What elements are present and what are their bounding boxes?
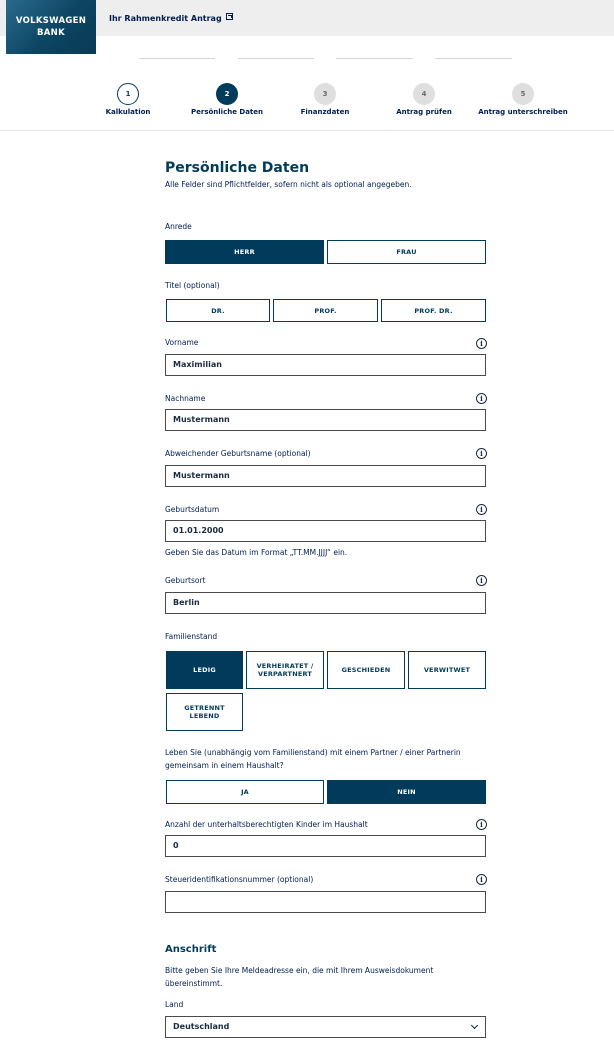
anrede-frau-button[interactable]: FRAU <box>327 240 486 264</box>
steuer-id-label: Steueridentifikationsnummer (optional) <box>165 875 314 884</box>
land-label: Land <box>165 1000 184 1009</box>
geburtsname-input[interactable]: Mustermann <box>165 465 486 487</box>
step-connector <box>238 58 314 59</box>
step-5-label: Antrag unterschreiben <box>478 108 568 116</box>
info-icon[interactable]: i <box>476 338 487 349</box>
nachname-input[interactable]: Mustermann <box>165 409 486 431</box>
geburtsdatum-hint: Geben Sie das Datum im Format „TT.MM.JJJJ“ ein. <box>165 548 348 557</box>
info-icon[interactable]: i <box>476 448 487 459</box>
anrede-herr-button[interactable]: HERR <box>165 240 324 264</box>
vorname-label: Vorname <box>165 338 199 347</box>
anschrift-description-line-1: Bitte geben Sie Ihre Meldeadresse ein, die mit Ihrem Ausweisdokument <box>165 966 434 975</box>
titel-label: Titel (optional) <box>165 281 220 290</box>
step-2-circle: 2 <box>216 83 238 105</box>
steuer-id-input[interactable] <box>165 891 486 913</box>
application-title[interactable] <box>109 14 233 23</box>
titel-prof-button[interactable]: PROF. <box>273 299 378 322</box>
geburtsdatum-label: Geburtsdatum <box>165 505 220 514</box>
titel-dr-button[interactable]: DR. <box>166 299 270 322</box>
geburtsort-input[interactable]: Berlin <box>165 592 486 614</box>
familienstand-getrennt-button[interactable]: GETRENNT LEBEND <box>166 693 243 731</box>
familienstand-label: Familienstand <box>165 632 218 641</box>
page-title: Persönliche Daten <box>165 160 310 176</box>
anschrift-description-line-2: übereinstimmt. <box>165 979 223 988</box>
step-4-circle: 4 <box>413 83 435 105</box>
partner-question-line-2: gemeinsam in einem Haushalt? <box>165 761 284 770</box>
land-select[interactable] <box>165 1016 486 1038</box>
geburtsdatum-input[interactable]: 01.01.2000 <box>165 520 486 542</box>
step-4-label: Antrag prüfen <box>396 108 452 116</box>
info-icon[interactable]: i <box>476 393 487 404</box>
step-connector <box>336 58 413 59</box>
familienstand-ledig-button[interactable]: LEDIG <box>166 651 243 689</box>
external-link-icon <box>226 13 233 20</box>
geburtsort-label: Geburtsort <box>165 576 206 585</box>
info-icon[interactable]: i <box>476 504 487 515</box>
anschrift-description <box>165 964 485 990</box>
anrede-label: Anrede <box>165 222 192 231</box>
partner-ja-button[interactable]: JA <box>166 780 324 804</box>
step-1-label[interactable]: Kalkulation <box>105 108 151 116</box>
step-connector <box>435 58 512 59</box>
land-select-value: Deutschland <box>173 1022 230 1031</box>
logo-line-1: VOLKSWAGEN <box>15 16 87 26</box>
partner-nein-button[interactable]: NEIN <box>327 780 486 804</box>
step-2-label: Persönliche Daten <box>190 108 264 116</box>
step-3-circle: 3 <box>314 83 336 105</box>
step-connector <box>139 58 215 59</box>
familienstand-verheiratet-button[interactable]: VERHEIRATET / VERPARTNERT <box>246 651 324 689</box>
kinder-label: Anzahl der unterhaltsberechtigten Kinder im Haushalt <box>165 820 368 829</box>
chevron-down-icon <box>471 1022 478 1029</box>
partner-question-line-1: Leben Sie (unabhängig vom Familienstand) mit einem Partner / einer Partnerin <box>165 748 461 757</box>
application-title-text: Ihr Rahmenkredit Antrag <box>109 14 222 23</box>
step-3-label: Finanzdaten <box>300 108 350 116</box>
page-subtitle: Alle Felder sind Pflichtfelder, sofern nicht als optional angegeben. <box>165 180 412 189</box>
kinder-input[interactable]: 0 <box>165 835 486 857</box>
step-1-circle[interactable]: 1 <box>117 83 139 105</box>
step-5-circle: 5 <box>512 83 534 105</box>
geburtsname-label: Abweichender Geburtsname (optional) <box>165 449 311 458</box>
familienstand-verwitwet-button[interactable]: VERWITWET <box>408 651 486 689</box>
info-icon[interactable]: i <box>476 874 487 885</box>
nachname-label: Nachname <box>165 394 206 403</box>
anschrift-title: Anschrift <box>165 944 217 955</box>
partner-question <box>165 746 485 772</box>
info-icon[interactable]: i <box>476 819 487 830</box>
titel-prof-dr-button[interactable]: PROF. DR. <box>381 299 486 322</box>
logo-line-2: BANK <box>37 28 65 38</box>
info-icon[interactable]: i <box>476 575 487 586</box>
vorname-input[interactable]: Maximilian <box>165 354 486 376</box>
familienstand-geschieden-button[interactable]: GESCHIEDEN <box>327 651 405 689</box>
